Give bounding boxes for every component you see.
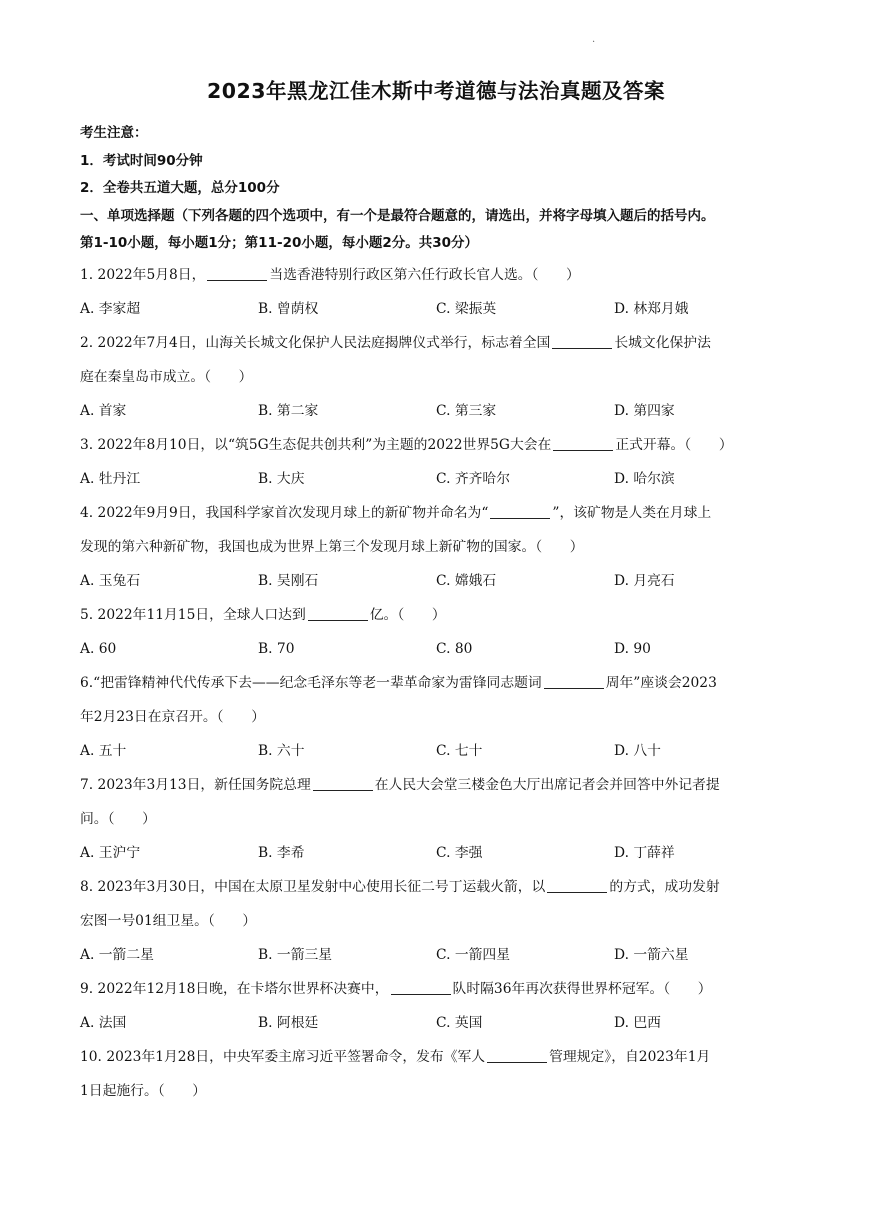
answer-option: C. 齐齐哈尔 [436, 470, 511, 487]
question-6 [80, 666, 792, 734]
question-text: 6.“把雷锋精神代代传承下去——纪念毛泽东等老一辈革命家为雷锋同志题词 [80, 674, 542, 691]
question-text-line [80, 870, 792, 904]
question-text: 7. 2023年3月13日，新任国务院总理 [80, 776, 311, 793]
question-7 [80, 768, 792, 836]
answer-blank [207, 266, 267, 281]
answer-option: B. 第二家 [258, 402, 319, 419]
answer-option: A. 首家 [80, 402, 127, 419]
answer-option: A. 牡丹江 [80, 470, 141, 487]
answer-option: A. 玉兔石 [80, 572, 141, 589]
answer-option: D. 一箭六星 [614, 946, 689, 963]
section-heading-line: 一、单项选择题（下列各题的四个选项中，有一个是最符合题意的，请选出，并将字母填入题后的括号内。 [80, 207, 715, 224]
question-text: 3. 2022年8月10日，以“筑5G生态促共创共利”为主题的2022世界5G大会在 [80, 436, 552, 453]
answer-option: A. 王沪宁 [80, 844, 141, 861]
options-row [80, 734, 792, 768]
question-3 [80, 428, 792, 462]
question-text: 在人民大会堂三楼金色大厅出席记者会并回答中外记者提 [374, 776, 720, 793]
answer-blank [547, 878, 607, 893]
question-text-line [80, 768, 792, 802]
answer-option: D. 月亮石 [614, 572, 675, 589]
answer-blank [313, 776, 373, 791]
question-text-line [80, 666, 792, 700]
answer-option: D. 巴西 [614, 1014, 661, 1031]
answer-option: C. 一箭四星 [436, 946, 511, 963]
exam-page [80, 76, 792, 1108]
options-row [80, 394, 792, 428]
notes-heading: 考生注意： [80, 125, 148, 141]
options-row [80, 1006, 792, 1040]
answer-option: A. 法国 [80, 1014, 127, 1031]
question-text: 周年”座谈会2023 [605, 674, 717, 691]
question-list [80, 258, 792, 1108]
answer-option: B. 曾荫权 [258, 300, 319, 317]
question-4 [80, 496, 792, 564]
answer-option: B. 李希 [258, 844, 305, 861]
question-text-line [80, 802, 792, 836]
section-heading-line: 第1-10小题，每小题1分；第11-20小题，每小题2分。共30分） [80, 235, 479, 251]
note-item: 2．全卷共五道大题，总分100分 [80, 180, 280, 196]
question-text: 宏图一号01组卫星。（ ） [80, 912, 257, 929]
answer-option: D. 第四家 [614, 402, 675, 419]
question-text-line [80, 496, 792, 530]
question-8 [80, 870, 792, 938]
question-text: 队时隔36年再次获得世界杯冠军。（ ） [452, 980, 712, 997]
answer-blank [552, 334, 612, 349]
answer-option: B. 大庆 [258, 470, 305, 487]
question-text: 1. 2022年5月8日， [80, 266, 206, 283]
question-text-line [80, 598, 792, 632]
question-9 [80, 972, 792, 1006]
answer-option: B. 六十 [258, 742, 305, 759]
answer-option: D. 林郑月娥 [614, 300, 689, 317]
answer-option: C. 七十 [436, 742, 483, 759]
question-2 [80, 326, 792, 394]
options-row [80, 564, 792, 598]
answer-option: A. 李家超 [80, 300, 141, 317]
answer-option: D. 八十 [614, 742, 661, 759]
options-row [80, 632, 792, 666]
header-mark: . [592, 34, 596, 45]
question-text: 正式开幕。（ ） [615, 436, 733, 453]
question-text: 年2月23日在京召开。（ ） [80, 708, 265, 725]
question-text: 发现的第六种新矿物，我国也成为世界上第三个发现月球上新矿物的国家。（ ） [80, 538, 584, 555]
answer-option: C. 80 [436, 640, 473, 657]
answer-blank [487, 1048, 547, 1063]
answer-option: C. 英国 [436, 1014, 483, 1031]
answer-option: B. 一箭三星 [258, 946, 333, 963]
answer-option: C. 梁振英 [436, 300, 497, 317]
answer-blank [490, 504, 550, 519]
question-text-line [80, 428, 792, 462]
answer-option: C. 李强 [436, 844, 483, 861]
question-1 [80, 258, 792, 292]
note-item: 1．考试时间90分钟 [80, 152, 203, 169]
question-text: 2. 2022年7月4日，山海关长城文化保护人民法庭揭牌仪式举行，标志着全国 [80, 334, 551, 351]
question-text: 当选香港特别行政区第六任行政长官人选。（ ） [269, 266, 580, 283]
options-row [80, 462, 792, 496]
answer-option: D. 丁薛祥 [614, 844, 675, 861]
answer-option: C. 第三家 [436, 402, 497, 419]
question-text: 1日起施行。（ ） [80, 1082, 207, 1099]
options-row [80, 938, 792, 972]
page-title: 2023年黑龙江佳木斯中考道德与法治真题及答案 [206, 79, 666, 103]
question-text-line [80, 360, 792, 394]
answer-option: B. 70 [258, 640, 295, 657]
answer-blank [308, 606, 368, 621]
question-text-line [80, 700, 792, 734]
question-10 [80, 1040, 792, 1108]
question-text: 4. 2022年9月9日，我国科学家首次发现月球上的新矿物并命名为“ [80, 504, 489, 521]
question-text-line [80, 530, 792, 564]
answer-option: D. 90 [614, 640, 651, 657]
question-5 [80, 598, 792, 632]
answer-option: A. 60 [80, 640, 117, 657]
question-text: 亿。（ ） [369, 606, 446, 623]
question-text: 长城文化保护法 [614, 334, 711, 351]
question-text: 10. 2023年1月28日，中央军委主席习近平签署命令，发布《军人 [80, 1048, 486, 1065]
options-row [80, 292, 792, 326]
answer-option: A. 五十 [80, 742, 127, 759]
answer-option: B. 吴刚石 [258, 572, 319, 589]
answer-blank [553, 436, 613, 451]
question-text: 的方式，成功发射 [609, 878, 720, 895]
section-heading [80, 203, 792, 258]
answer-option: D. 哈尔滨 [614, 470, 675, 487]
answer-option: B. 阿根廷 [258, 1014, 319, 1031]
question-text-line [80, 972, 792, 1006]
options-row [80, 836, 792, 870]
question-text-line [80, 326, 792, 360]
question-text: 问。（ ） [80, 810, 156, 827]
answer-blank [544, 674, 604, 689]
answer-option: C. 嫦娥石 [436, 572, 497, 589]
question-text-line [80, 904, 792, 938]
question-text-line [80, 1074, 792, 1108]
question-text: 5. 2022年11月15日，全球人口达到 [80, 606, 306, 623]
question-text: 庭在秦皇岛市成立。（ ） [80, 368, 253, 385]
question-text-line [80, 258, 792, 292]
answer-option: A. 一箭二星 [80, 946, 154, 963]
question-text: 管理规定》，自2023年1月 [549, 1048, 711, 1065]
question-text: 8. 2023年3月30日，中国在太原卫星发射中心使用长征二号丁运载火箭，以 [80, 878, 546, 895]
answer-blank [391, 980, 451, 995]
question-text: ”，该矿物是人类在月球上 [552, 504, 712, 521]
question-text-line [80, 1040, 792, 1074]
question-text: 9. 2022年12月18日晚，在卡塔尔世界杯决赛中， [80, 980, 389, 997]
